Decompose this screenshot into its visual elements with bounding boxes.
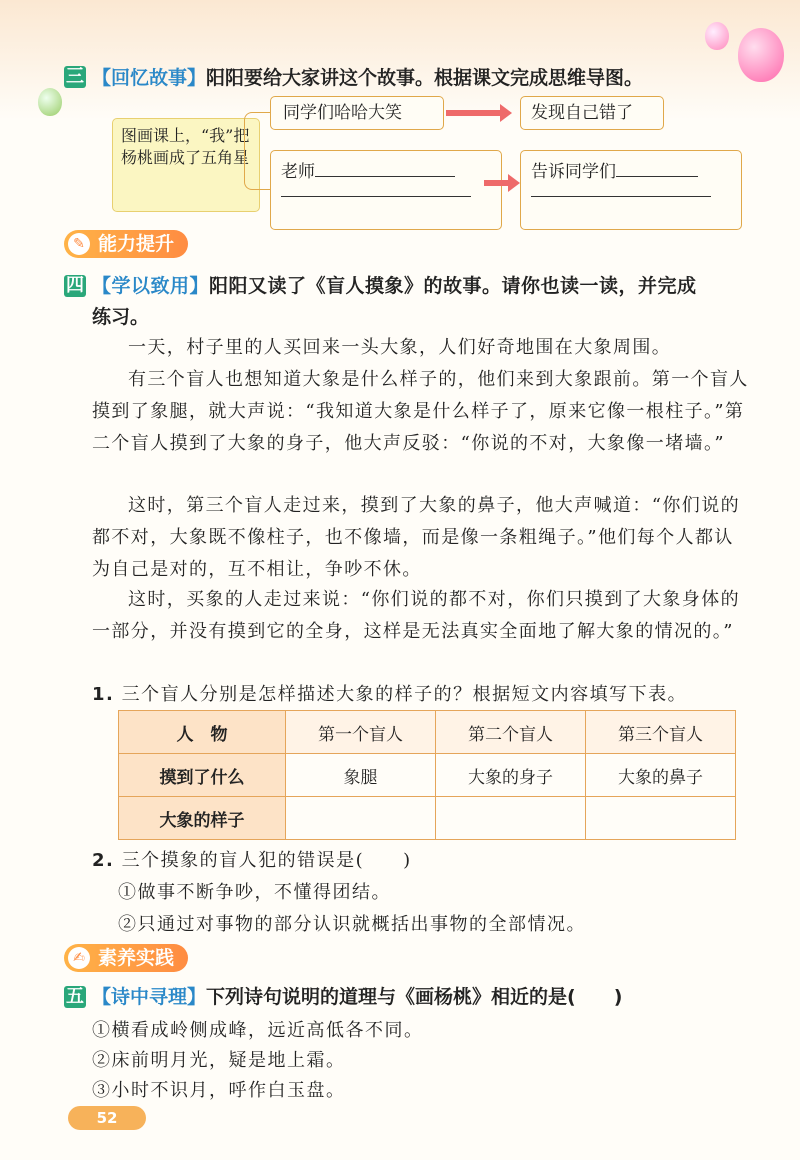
mindmap-start-box bbox=[112, 118, 260, 212]
option-item: ①横看成岭侧成峰，远近高低各不同。 bbox=[92, 1020, 424, 1041]
table-answer-cell[interactable] bbox=[286, 797, 436, 840]
question-text: 阳阳又读了《盲人摸象》的故事。请你也读一读，并完成 bbox=[209, 275, 697, 297]
mindmap-box-text: 老师 bbox=[281, 162, 315, 182]
answer-blank[interactable] bbox=[616, 176, 698, 177]
table-row-header: 摸到了什么 bbox=[119, 754, 286, 797]
arrow-icon bbox=[446, 110, 502, 116]
table-answer-cell[interactable] bbox=[436, 797, 586, 840]
mindmap-box-realized bbox=[520, 96, 664, 130]
subquestion-number: 1. bbox=[92, 684, 115, 705]
section-banner bbox=[64, 944, 188, 972]
table-header-cell: 第三个盲人 bbox=[586, 711, 736, 754]
balloon-icon bbox=[38, 88, 62, 116]
question-tag: 【诗中寻理】 bbox=[92, 986, 207, 1008]
table-cell: 象腿 bbox=[286, 754, 436, 797]
section-banner bbox=[64, 230, 188, 258]
story-paragraph: 这时，第三个盲人走过来，摸到了大象的鼻子，他大声喊道：“你们说的都不对，大象既不像柱子，也不像墙，而是像一条粗绳子。”他们每个人都认为自己是对的，互不相让，争吵不休。 bbox=[92, 495, 740, 580]
story-paragraph: 这时，买象的人走过来说：“你们说的都不对，你们只摸到了大象身体的一部分，并没有摸到它的全身，这样是无法真实全面地了解大象的情况的。” bbox=[92, 589, 740, 642]
table-row bbox=[119, 754, 736, 797]
option-item: ③小时不识月，呼作白玉盘。 bbox=[92, 1080, 346, 1101]
table-cell: 大象的身子 bbox=[436, 754, 586, 797]
question-number: 四 bbox=[66, 275, 84, 296]
subquestion-2 bbox=[92, 846, 412, 872]
page-number: 52 bbox=[68, 1106, 146, 1130]
option-item: ②只通过对事物的部分认识就概括出事物的全部情况。 bbox=[118, 914, 586, 935]
mindmap-box-laughed bbox=[270, 96, 444, 130]
question-text: 下列诗句说明的道理与《画杨桃》相近的是( ) bbox=[206, 986, 623, 1008]
section-title: 能力提升 bbox=[98, 233, 175, 255]
table-header-cell: 第一个盲人 bbox=[286, 711, 436, 754]
pencil-icon: ✍ bbox=[68, 947, 90, 969]
subquestion-text: 三个摸象的盲人犯的错误是( ) bbox=[121, 850, 412, 871]
mindmap-box-text: 发现自己错了 bbox=[531, 103, 633, 123]
option-item: ②床前明月光，疑是地上霜。 bbox=[92, 1050, 346, 1071]
table-row-header: 大象的样子 bbox=[119, 797, 286, 840]
balloon-icon bbox=[705, 22, 729, 50]
subquestion-text: 三个盲人分别是怎样描述大象的样子的？根据短文内容填写下表。 bbox=[121, 684, 688, 705]
question-4-prompt bbox=[92, 271, 697, 298]
table-header-cell: 第二个盲人 bbox=[436, 711, 586, 754]
mindmap-connector bbox=[244, 112, 271, 190]
answer-blank[interactable] bbox=[281, 196, 471, 197]
question-5-prompt bbox=[92, 982, 622, 1009]
question-tag: 【回忆故事】 bbox=[92, 67, 207, 89]
mindmap-box-told bbox=[520, 150, 742, 230]
answer-blank[interactable] bbox=[531, 196, 711, 197]
answer-blank[interactable] bbox=[315, 176, 455, 177]
question-text: 阳阳要给大家讲这个故事。根据课文完成思维导图。 bbox=[206, 67, 644, 89]
balloon-icon bbox=[738, 28, 784, 82]
table-row bbox=[119, 711, 736, 754]
mindmap-start-text: 图画课上，“我”把杨桃画成了五角星 bbox=[121, 126, 250, 167]
option-item: ①做事不断争吵，不懂得团结。 bbox=[118, 882, 391, 903]
answer-table bbox=[118, 710, 736, 840]
mindmap-box-text: 告诉同学们 bbox=[531, 162, 616, 182]
mindmap-box-text: 同学们哈哈大笑 bbox=[283, 103, 402, 123]
table-answer-cell[interactable] bbox=[586, 797, 736, 840]
question-3-prompt bbox=[92, 63, 643, 90]
question-4-prompt-cont: 练习。 bbox=[92, 306, 150, 328]
story-paragraph: 有三个盲人也想知道大象是什么样子的，他们来到大象跟前。第一个盲人摸到了象腿，就大声说：“我知道大象是什么样子了，原来它像一根柱子。”第二个盲人摸到了大象的身子，他大声反驳：“你说的不对，大象像一堵墙。” bbox=[92, 369, 749, 454]
question-number: 三 bbox=[66, 66, 84, 87]
question-tag: 【学以致用】 bbox=[92, 275, 210, 297]
table-row bbox=[119, 797, 736, 840]
question-number: 五 bbox=[66, 986, 84, 1007]
arrow-icon bbox=[484, 180, 510, 186]
subquestion-1 bbox=[92, 680, 687, 706]
table-cell: 大象的鼻子 bbox=[586, 754, 736, 797]
table-header-cell: 人 物 bbox=[119, 711, 286, 754]
subquestion-number: 2. bbox=[92, 850, 115, 871]
section-title: 素养实践 bbox=[98, 947, 175, 969]
book-icon: ✎ bbox=[68, 233, 90, 255]
mindmap-box-teacher bbox=[270, 150, 502, 230]
story-paragraph: 一天，村子里的人买回来一头大象，人们好奇地围在大象周围。 bbox=[128, 337, 672, 358]
